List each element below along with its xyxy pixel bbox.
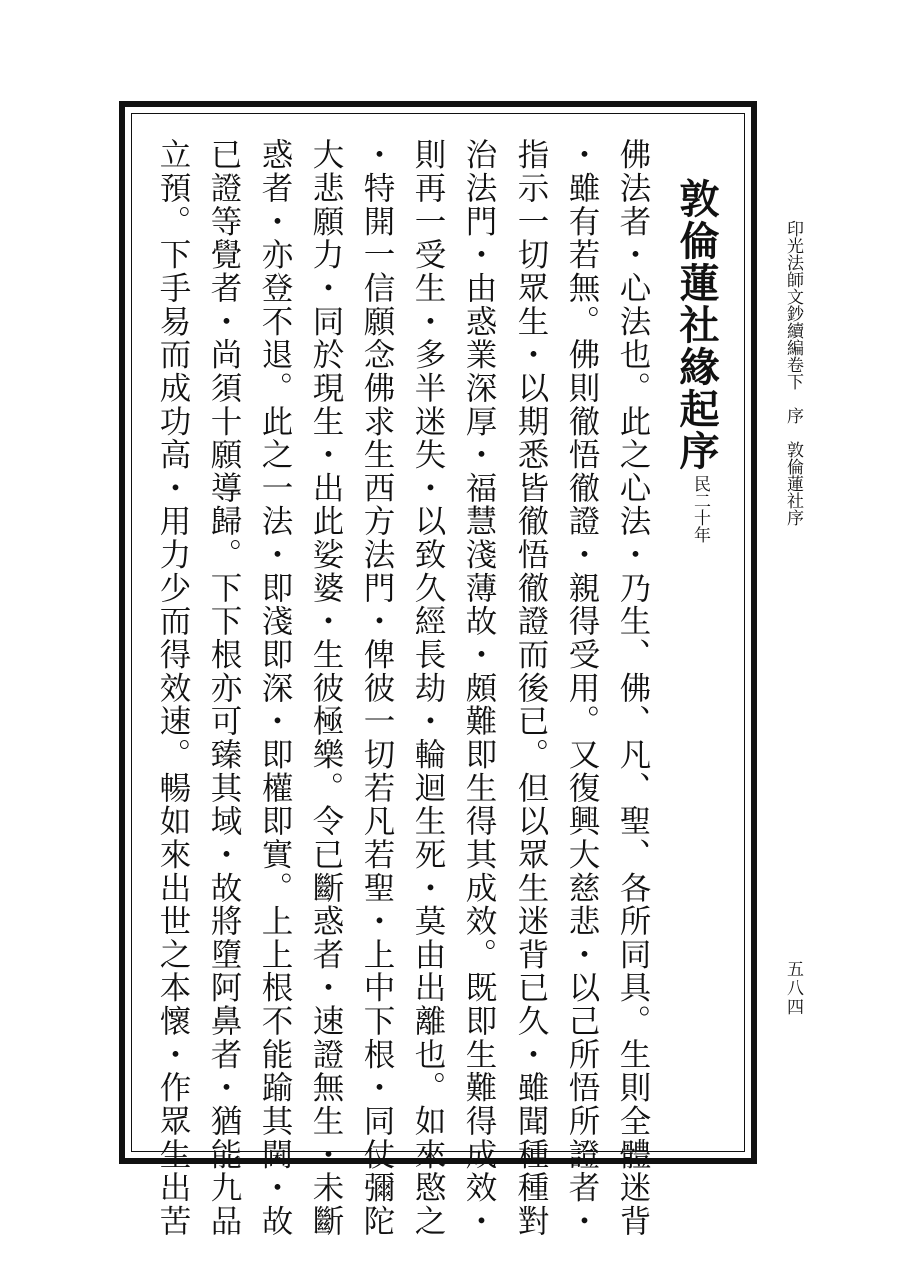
text-column-10: 立預。下手易而成功高・用力少而得效速。暢如來出世之本懷・作眾生出苦 <box>155 138 191 1238</box>
text-column-8: 惑者・亦登不退。此之一法・即淺即深・即權即實。上上根不能踰其閫・故 <box>257 138 293 1238</box>
text-column-3: 指示一切眾生・以期悉皆徹悟徹證而後已。但以眾生迷背已久・雖聞種種對 <box>513 138 549 1238</box>
text-column-4: 治法門・由惑業深厚・福慧淺薄故・頗難即生得其成效。既即生難得成效・ <box>461 138 497 1238</box>
text-column-6: ・特開一信願念佛求生西方法門・俾彼一切若凡若聖・上中下根・同仗彌陀 <box>359 138 395 1238</box>
text-column-1: 佛法者・心法也。此之心法・乃生、佛、凡、聖、各所同具。生則全體迷背 <box>615 138 651 1238</box>
text-column-5: 則再一受生・多半迷失・以致久經長劫・輪迴生死・莫由出離也。如來愍之 <box>410 138 446 1238</box>
running-head: 印光法師文鈔續編卷下 序 敦倫蓮社序 <box>783 220 803 526</box>
text-column-7: 大悲願力・同於現生・出此娑婆・生彼極樂。令已斷惑者・速證無生・未斷 <box>308 138 344 1238</box>
text-column-2: ・雖有若無。佛則徹悟徹證・親得受用。又復興大慈悲・以己所悟所證者・ <box>564 138 600 1238</box>
page-number: 五八四 <box>783 960 803 1017</box>
article-title: 敦倫蓮社緣起序 <box>673 178 720 472</box>
article-date: 民二十年 <box>690 475 710 543</box>
text-column-9: 已證等覺者・尚須十願導歸。下下根亦可臻其域・故將墮阿鼻者・猶能九品 <box>206 138 242 1238</box>
